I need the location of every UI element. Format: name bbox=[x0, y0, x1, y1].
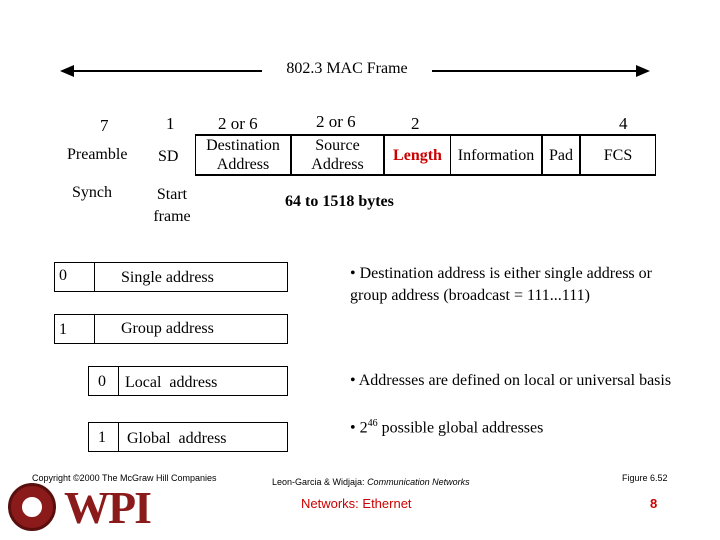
local-address-label: Local address bbox=[125, 374, 218, 391]
group-address-box bbox=[54, 314, 288, 344]
preamble-size: 7 bbox=[100, 116, 109, 135]
preamble-label: Preamble bbox=[67, 146, 128, 163]
fcs-label: FCS bbox=[603, 146, 633, 164]
synch-label: Synch bbox=[72, 184, 112, 201]
single-address-box bbox=[54, 262, 288, 292]
group-address-bit: 1 bbox=[59, 321, 67, 338]
addr-note-2-prefix: • 2 bbox=[350, 419, 368, 437]
pad-field bbox=[542, 134, 580, 176]
single-address-bit: 0 bbox=[59, 267, 67, 284]
src-field bbox=[291, 134, 384, 176]
src-size: 2 or 6 bbox=[316, 112, 356, 131]
dest-label: Destination Address bbox=[206, 137, 280, 173]
src-label: Source Address bbox=[311, 137, 364, 173]
group-address-bit-divider bbox=[94, 314, 95, 344]
arrow-left-icon bbox=[60, 65, 74, 77]
figure-number: Figure 6.52 bbox=[622, 473, 668, 483]
footer-subject: Networks: Ethernet bbox=[301, 496, 412, 511]
pad-label: Pad bbox=[549, 146, 573, 164]
fcs-field bbox=[580, 134, 656, 176]
start-frame-label: Start frame bbox=[153, 186, 191, 225]
addr-note-2 bbox=[350, 413, 690, 438]
group-address-label: Group address bbox=[121, 320, 214, 337]
dest-field bbox=[195, 134, 291, 176]
local-address-bit: 0 bbox=[98, 373, 106, 390]
page-number: 8 bbox=[650, 496, 658, 511]
global-address-label: Global address bbox=[127, 430, 227, 447]
wpi-logo: WPI bbox=[64, 482, 150, 533]
fcs-size: 4 bbox=[619, 114, 628, 133]
dest-note: • Destination address is either single address or group address (broadcast = 111...111) bbox=[350, 265, 652, 304]
citation-book: Communication Networks bbox=[367, 477, 470, 487]
citation-authors: Leon-Garcia & Widjaja: bbox=[272, 477, 365, 487]
addr-note-2-exp: 46 bbox=[367, 418, 378, 429]
length-field bbox=[384, 134, 450, 176]
frame-title: 802.3 MAC Frame bbox=[262, 60, 432, 78]
wpi-seal-icon bbox=[8, 483, 56, 531]
arrow-right-icon bbox=[636, 65, 650, 77]
addr-note-1: • Addresses are defined on local or universal basis bbox=[350, 372, 672, 389]
length-size: 2 bbox=[411, 114, 420, 133]
sd-label: SD bbox=[158, 148, 179, 165]
addr-note-2-suffix: possible global addresses bbox=[377, 419, 544, 437]
length-label: Length bbox=[393, 146, 442, 164]
copyright-text: Copyright ©2000 The McGraw Hill Companies bbox=[32, 473, 217, 483]
global-address-bit: 1 bbox=[98, 429, 106, 446]
information-label: Information bbox=[457, 146, 535, 164]
information-field bbox=[450, 134, 542, 176]
data-range-label: 64 to 1518 bytes bbox=[285, 193, 394, 210]
local-address-bit-divider bbox=[118, 366, 119, 396]
global-address-bit-divider bbox=[118, 422, 119, 452]
single-address-bit-divider bbox=[94, 262, 95, 292]
dest-size: 2 or 6 bbox=[218, 114, 258, 133]
citation bbox=[272, 477, 470, 487]
sd-size: 1 bbox=[166, 114, 175, 133]
single-address-label: Single address bbox=[121, 269, 214, 286]
